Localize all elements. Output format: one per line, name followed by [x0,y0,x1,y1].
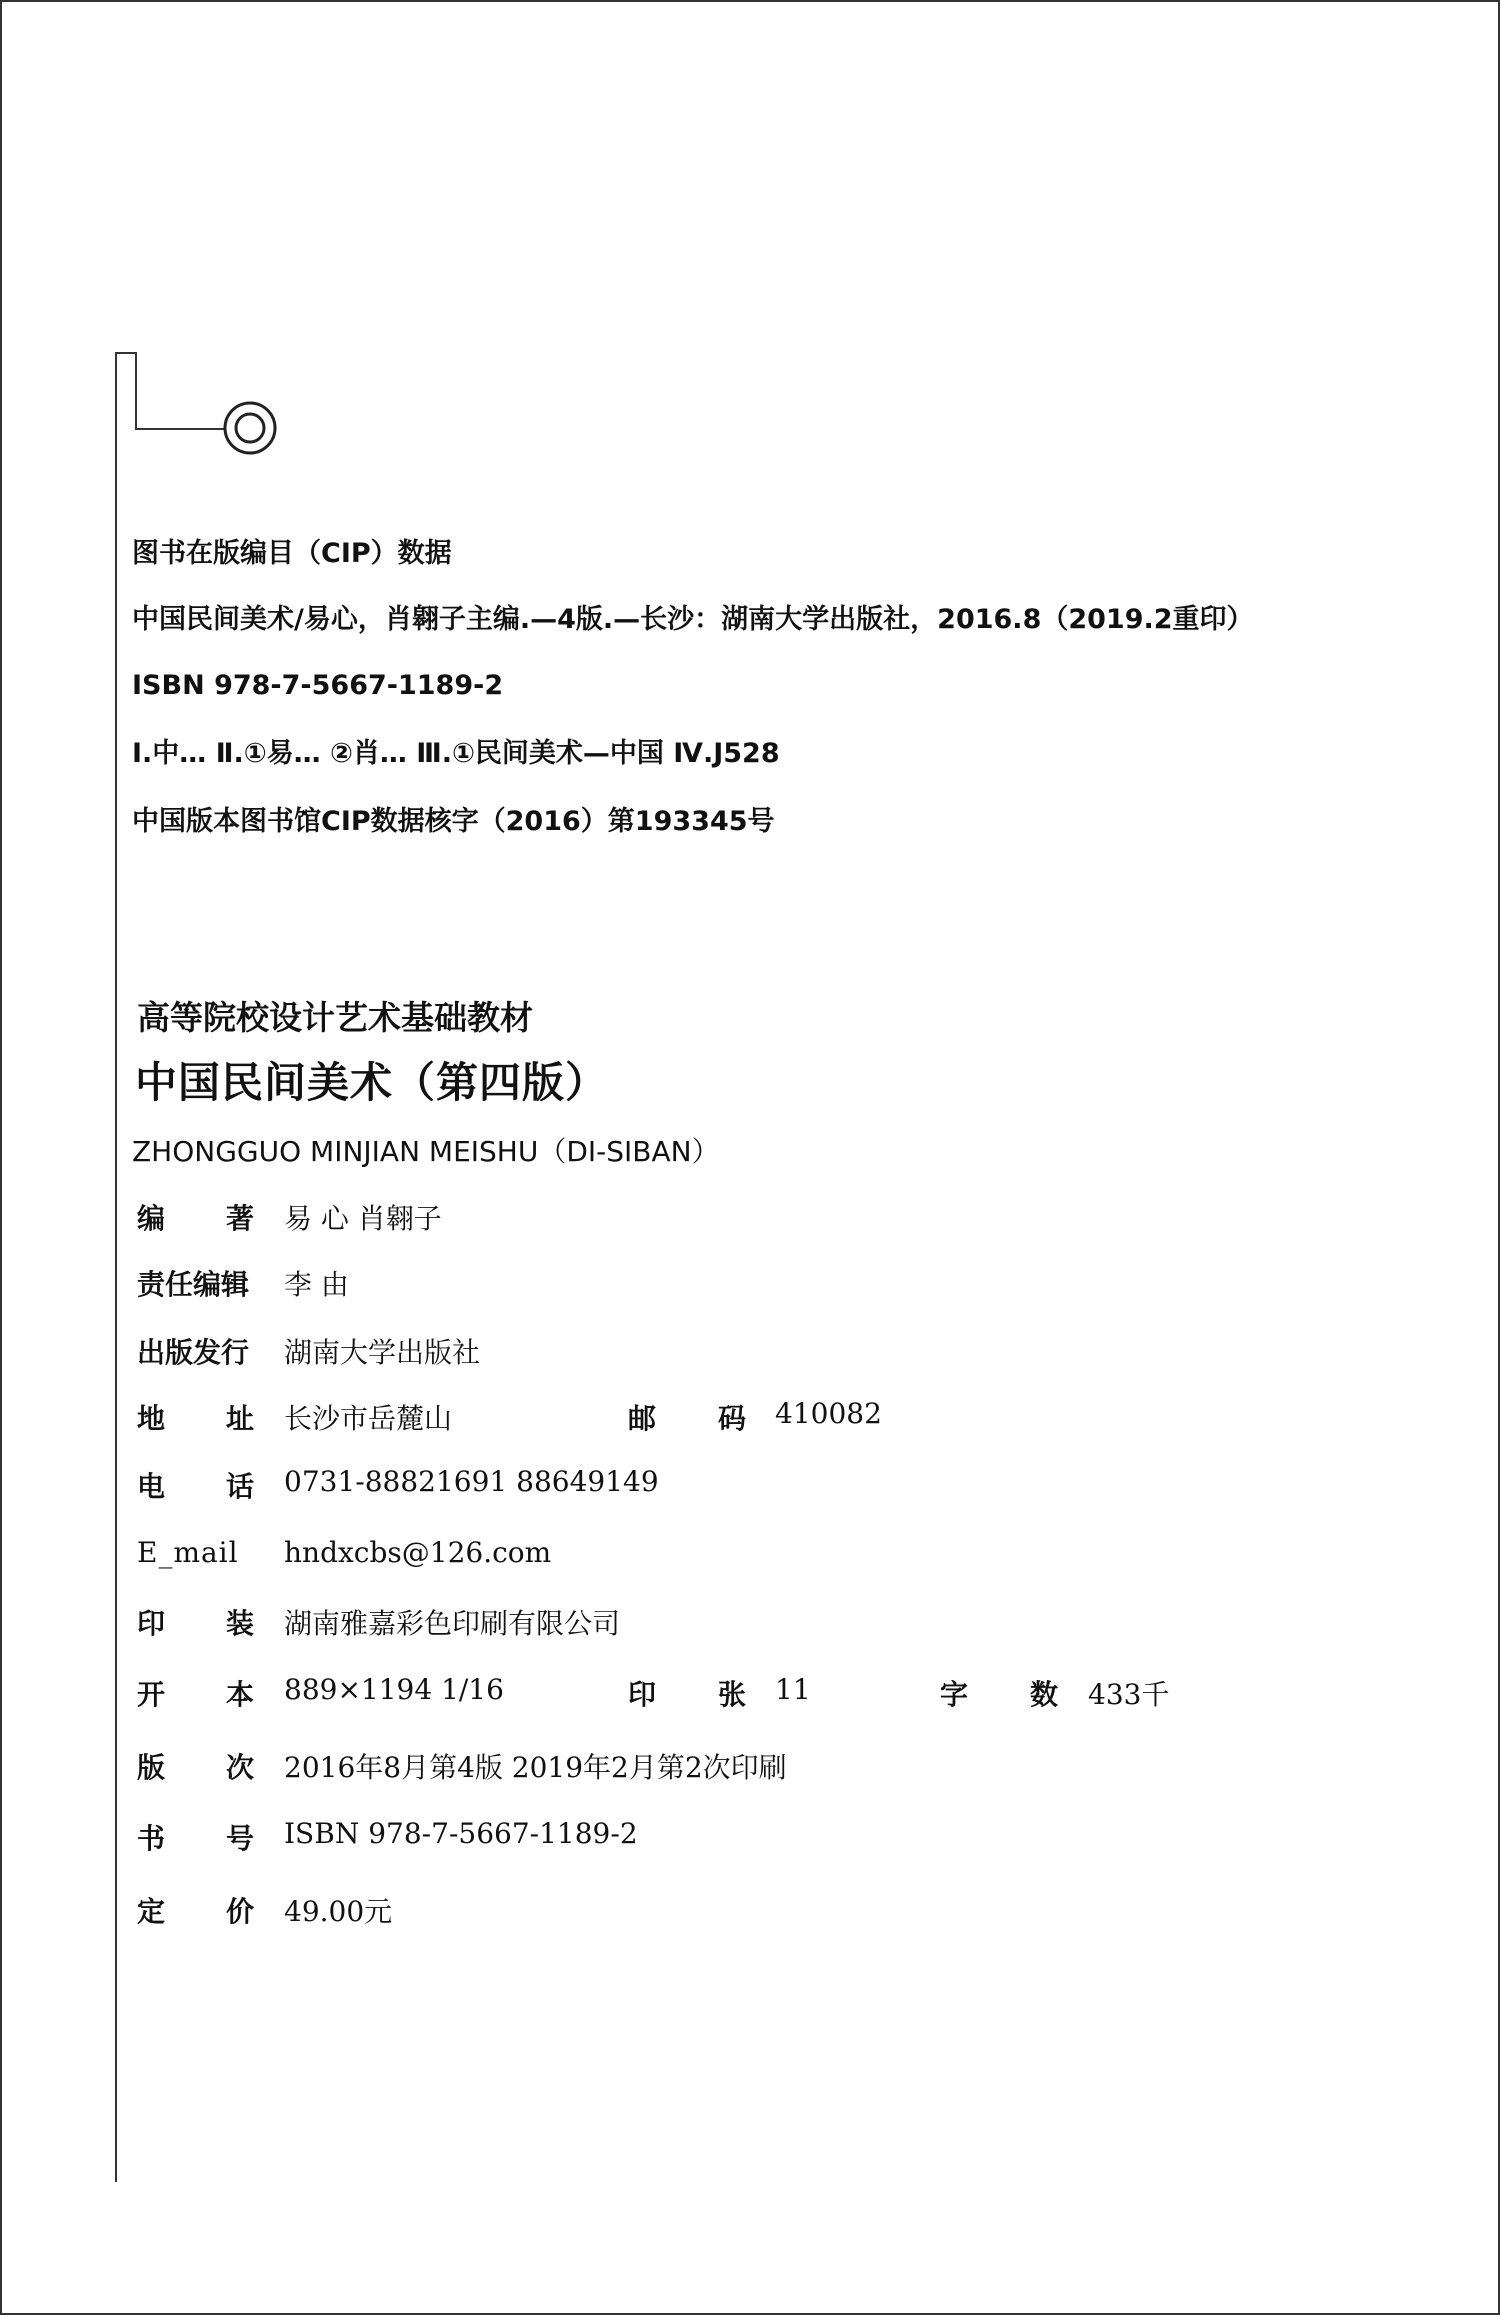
editor-value: 李 由 [284,1268,349,1301]
book-title-pinyin: ZHONGGUO MINJIAN MEISHU（DI-SIBAN） [132,1135,720,1168]
rule-connector-horizontal [135,428,225,430]
price-label: 定 价 [137,1895,254,1928]
email-label: E_mail [137,1536,239,1569]
words-label: 字 数 [940,1678,1058,1711]
rule-tick [115,352,137,354]
edition-label: 版 次 [137,1751,254,1784]
colophon-row-address [0,1397,1500,1437]
colophon-row-phone [0,1465,1500,1505]
authors-value: 易 心 肖翱子 [284,1202,442,1235]
colophon-row-price [0,1890,1500,1930]
rule-connector [135,352,137,428]
bookno-label: 书 号 [137,1822,254,1855]
colophon-row-format [0,1673,1500,1713]
bookno-value: ISBN 978-7-5667-1189-2 [284,1817,638,1850]
phone-value: 0731-88821691 88649149 [284,1465,659,1498]
authors-label: 编 著 [137,1202,254,1235]
cip-isbn: ISBN 978-7-5667-1189-2 [132,670,504,701]
cip-title-line: 中国民间美术/易心，肖翱子主编.—4版.—长沙：湖南大学出版社，2016.8（2019.2重印） [132,604,1254,635]
colophon-row-email [0,1536,1500,1576]
edition-value: 2016年8月第4版 2019年2月第2次印刷 [284,1751,787,1784]
words-value: 433千 [1088,1678,1170,1711]
book-title: 中国民间美术（第四版） [135,1058,609,1107]
colophon-row-bookno [0,1817,1500,1857]
colophon-row-editor [0,1263,1500,1303]
cip-heading: 图书在版编目（CIP）数据 [132,538,452,569]
postcode-label: 邮 码 [628,1402,746,1435]
email-value: hndxcbs@126.com [284,1536,552,1569]
format-label: 开 本 [137,1678,254,1711]
sheets-value: 11 [775,1673,811,1706]
colophon-row-edition [0,1746,1500,1786]
address-label: 地 址 [137,1402,254,1435]
printer-value: 湖南雅嘉彩色印刷有限公司 [284,1607,621,1640]
format-value: 889×1194 1/16 [284,1673,504,1706]
address-value: 长沙市岳麓山 [284,1402,453,1435]
series-name: 高等院校设计艺术基础教材 [137,998,533,1037]
colophon-row-authors [0,1197,1500,1237]
colophon-row-publisher [0,1331,1500,1371]
editor-label: 责任编辑 [137,1268,250,1301]
target-circle-icon [222,400,278,456]
cip-classification: Ⅰ.中… Ⅱ.①易… ②肖… Ⅲ.①民间美术—中国 Ⅳ.J528 [132,738,780,769]
colophon-row-printer [0,1602,1500,1642]
sheets-label: 印 张 [628,1678,746,1711]
phone-label: 电 话 [137,1470,254,1503]
printer-label: 印 装 [137,1607,254,1640]
price-value: 49.00元 [284,1895,393,1928]
postcode-value: 410082 [775,1397,882,1430]
publisher-label: 出版发行 [137,1336,250,1369]
publisher-value: 湖南大学出版社 [284,1336,481,1369]
cip-library-note: 中国版本图书馆CIP数据核字（2016）第193345号 [132,806,775,837]
